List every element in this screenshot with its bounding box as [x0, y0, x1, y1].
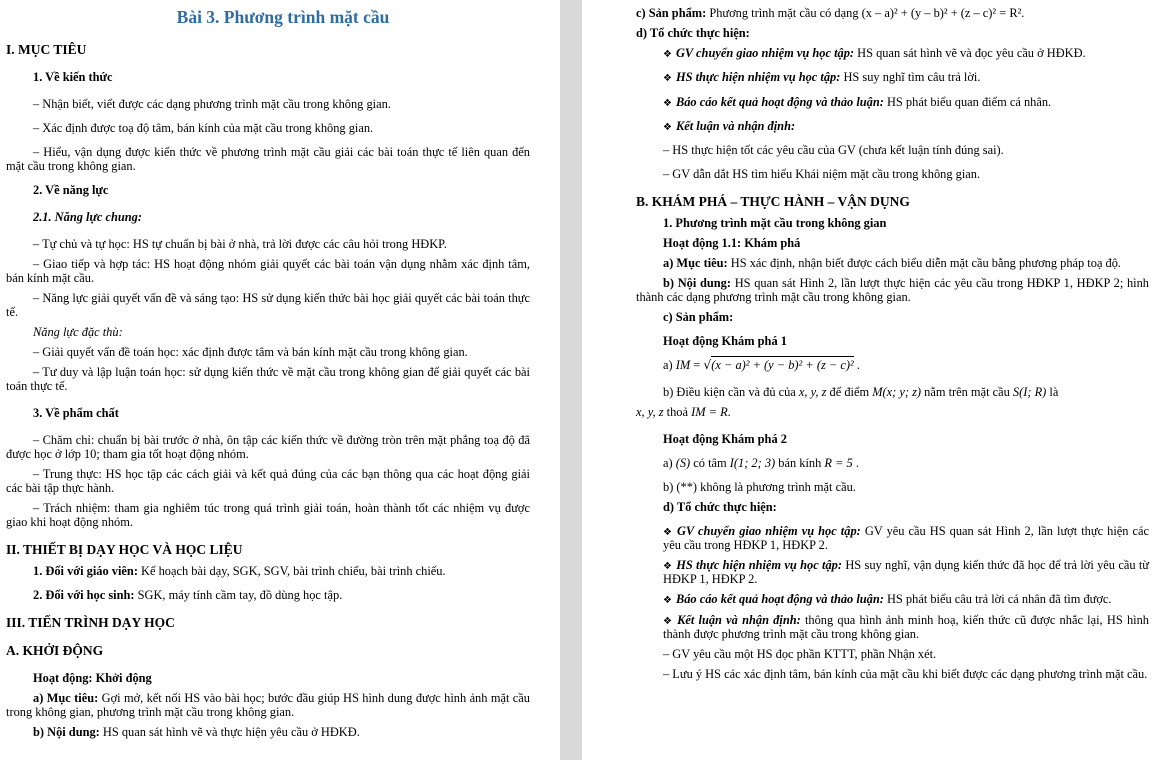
- buoc-2-3-label: Báo cáo kết quả hoạt động và thảo luận:: [675, 592, 884, 607]
- thiet-bi-2: [6, 588, 530, 602]
- heading-hoat-dong-khoi-dong: Hoạt động: Khởi động: [33, 671, 152, 686]
- heading-khoi-dong: A. KHỞI ĐỘNG: [6, 642, 104, 658]
- kp1-b-text-1: b) Điều kiện cần và đủ của: [663, 384, 799, 399]
- to-chuc-1-buoc-4: [636, 119, 1149, 133]
- buoc-4-label: Kết luận và nhận định:: [675, 118, 796, 133]
- kp2-a-prefix: a): [663, 455, 676, 470]
- kp1-b-text-6: thoả: [663, 404, 692, 419]
- diamond-star-icon: ❖: [663, 73, 672, 85]
- kp1-b-text-2: để điểm: [826, 384, 873, 399]
- kham-pha-1-a: [636, 358, 1149, 372]
- heading-kien-thuc: 1. Về kiến thức: [33, 70, 113, 85]
- kp2-a-text-3: có tâm: [690, 455, 730, 470]
- buoc-2-2-text: HS suy nghĩ, vận dụng kiến thức đã học để trả lời yêu cầu từ HĐKP 1, HĐKP 2.: [663, 558, 1150, 587]
- kp1-b-condition: IM = R: [691, 404, 728, 419]
- kp2-a-text-7: .: [852, 455, 859, 470]
- heading-nang-luc-chung: 2.1. Năng lực chung:: [33, 210, 142, 225]
- diamond-star-icon: ❖: [663, 97, 672, 109]
- kien-thuc-1: – Nhận biết, viết được các dạng phương trình mặt cầu trong không gian.: [33, 97, 391, 112]
- kp1-b-text-4: là: [1046, 384, 1059, 399]
- heading-nang-luc-dac-thu: Năng lực đặc thù:: [33, 325, 123, 340]
- buoc-2-4-label: Kết luận và nhận định:: [677, 612, 801, 627]
- sqrt-icon: √: [703, 356, 712, 372]
- diamond-star-icon: ❖: [663, 561, 673, 573]
- heading-to-chuc-1: d) Tổ chức thực hiện:: [636, 26, 750, 41]
- heading-pham-chat: 3. Về phẩm chất: [33, 406, 119, 421]
- kien-thuc-2: – Xác định được toạ độ tâm, bán kính của mặt cầu trong không gian.: [33, 121, 374, 136]
- kham-pha-noi-dung: [636, 276, 1149, 304]
- pham-chat-2: – Trung thực: HS học tập các cách giải và kết quả đúng của các bạn thông qua các hoạt động giải các bài tập thực hành.: [6, 467, 530, 496]
- kp1-a-end: .: [853, 357, 860, 372]
- heading-nang-luc: 2. Về năng lực: [33, 183, 109, 198]
- thiet-bi-1-text: Kế hoạch bài dạy, SGK, SGV, bài trình chiếu, bài trình chiếu.: [137, 563, 446, 578]
- kp1-a-lhs: IM: [675, 357, 691, 372]
- kp1-b-text-3: nằm trên mặt cầu: [921, 384, 1013, 399]
- ket-luan-3: – GV yêu cầu một HS đọc phần KTTT, phần Nhận xét.: [663, 646, 937, 661]
- khoi-dong-noi-dung: [6, 725, 530, 739]
- kp1-b-point-m: M(x; y; z): [872, 384, 922, 399]
- buoc-1-text: HS quan sát hình vẽ và đọc yêu cầu ở HĐKĐ.: [854, 46, 1086, 61]
- diamond-star-icon: ❖: [663, 526, 673, 538]
- to-chuc-2-buoc-3: [636, 592, 1149, 606]
- kham-pha-noi-dung-label: b) Nội dung:: [663, 275, 731, 290]
- kp1-b-sphere-s: S(I; R): [1012, 384, 1047, 399]
- san-pham-khoi-dong: [636, 6, 1149, 20]
- san-pham-text: Phương trình mặt cầu có dạng (x – a)² + (y – b)² + (z – c)² = R².: [706, 6, 1025, 20]
- nang-luc-1: – Tự chủ và tự học: HS tự chuẩn bị bài ở nhà, trả lời được các câu hỏi trong HĐKP.: [33, 237, 447, 252]
- left-page: [0, 0, 560, 760]
- khoi-dong-muc-tieu-label: a) Mục tiêu:: [33, 691, 99, 706]
- heading-kham-pha: B. KHÁM PHÁ – THỰC HÀNH – VẬN DỤNG: [636, 194, 910, 210]
- to-chuc-2-buoc-4: [636, 613, 1149, 641]
- heading-phuong-trinh-mat-cau: 1. Phương trình mặt cầu trong không gian: [663, 215, 887, 230]
- ket-luan-1: – HS thực hiện tốt các yêu cầu của GV (chưa kết luận tính đúng sai).: [663, 143, 1004, 158]
- buoc-2-2-label: HS thực hiện nhiệm vụ học tập:: [676, 558, 842, 573]
- san-pham-label: c) Sản phẩm:: [636, 6, 707, 20]
- kp2-a-text-5: bán kính: [775, 455, 825, 470]
- thiet-bi-2-text: SGK, máy tính cầm tay, đồ dùng học tập.: [134, 587, 343, 602]
- to-chuc-1-buoc-3: [636, 95, 1149, 109]
- heading-hoat-dong-1-1: Hoạt động 1.1: Khám phá: [663, 235, 801, 250]
- kham-pha-muc-tieu-text: HS xác định, nhận biết được cách biểu diễn mặt cầu bằng phương pháp toạ độ.: [727, 255, 1122, 270]
- kp2-a-center: I(1; 2; 3): [729, 455, 776, 470]
- to-chuc-1-buoc-2: [636, 70, 1149, 84]
- heading-kham-pha-1: Hoạt động Khám phá 1: [663, 333, 787, 348]
- kham-pha-1-b-cont: [636, 405, 1149, 419]
- buoc-3-text: HS phát biểu quan điểm cá nhân.: [883, 94, 1052, 109]
- thiet-bi-1-label: 1. Đối với giáo viên:: [33, 563, 138, 578]
- buoc-1-label: GV chuyển giao nhiệm vụ học tập:: [675, 46, 855, 61]
- nang-luc-2: – Giao tiếp và hợp tác: HS hoạt động nhóm giải quyết các bài toán vận dụng nhằm xác định tâm, bán kính mặt cầu.: [6, 257, 530, 286]
- to-chuc-1-buoc-1: [636, 46, 1149, 60]
- buoc-2-3-text: HS phát biểu câu trả lời cá nhân đã tìm được.: [883, 592, 1112, 607]
- kham-pha-2-a: [636, 456, 1149, 470]
- right-page: [582, 0, 1153, 760]
- khoi-dong-muc-tieu-text: Gợi mở, kết nối HS vào bài học; bước đầu giúp HS hình dung được hình ảnh mặt cầu trong không gian, phương trình mặt cầu trong không gian.: [6, 691, 530, 720]
- thiet-bi-2-label: 2. Đối với học sinh:: [33, 587, 135, 602]
- pham-chat-1: – Chăm chỉ: chuẩn bị bài trước ở nhà, ôn tập các kiến thức về đường tròn trên mặt phẳng toạ độ đã được học ở lớp 10; tham gia tốt hoạt động nhóm.: [6, 433, 530, 462]
- kp1-a-radicand: (x − a)² + (y − b)² + (z − c)²: [711, 357, 854, 372]
- kham-pha-noi-dung-text: HS quan sát Hình 2, lần lượt thực hiện các yêu cầu trong HĐKP 1, HĐKP 2; hình thành các dạng phương trình mặt cầu trong không gian.: [636, 275, 1150, 304]
- kp1-b-text-8: .: [727, 404, 731, 419]
- nang-luc-5: – Tư duy và lập luận toán học: sử dụng kiến thức về mặt cầu trong không gian để giải quyết các bài toán thực tế.: [6, 365, 530, 394]
- kp1-b-xyz-2: x, y, z: [636, 404, 664, 419]
- diamond-star-icon: ❖: [663, 595, 672, 607]
- heading-to-chuc-2: d) Tổ chức thực hiện:: [663, 499, 777, 514]
- kp1-a-prefix: a): [663, 357, 676, 372]
- kham-pha-muc-tieu: [636, 256, 1149, 270]
- heading-kham-pha-2: Hoạt động Khám phá 2: [663, 431, 787, 446]
- lesson-title: Bài 3. Phương trình mặt cầu: [176, 7, 390, 27]
- nang-luc-3: – Năng lực giải quyết vấn đề và sáng tạo: HS sử dụng kiến thức bài học giải quyết các bài toán thực tế.: [6, 291, 530, 320]
- buoc-2-label: HS thực hiện nhiệm vụ học tập:: [675, 70, 841, 85]
- kp1-b-xyz: x, y, z: [798, 384, 827, 399]
- kham-pha-1-b: [636, 385, 1149, 399]
- khoi-dong-noi-dung-text: HS quan sát hình vẽ và thực hiện yêu cầu ở HĐKĐ.: [99, 725, 360, 740]
- buoc-2-1-label: GV chuyển giao nhiệm vụ học tập:: [676, 523, 861, 538]
- buoc-2-1-text: GV yêu cầu HS quan sát Hình 2, lần lượt thực hiện các yêu cầu trong HĐKP 1, HĐKP 2.: [663, 523, 1150, 553]
- kham-pha-muc-tieu-label: a) Mục tiêu:: [663, 255, 728, 270]
- thiet-bi-1: [6, 564, 530, 578]
- pham-chat-3: – Trách nhiệm: tham gia nghiêm túc trong quá trình giải toán, hoàn thành tốt các nhiệm vụ được giao khi hoạt động nhóm.: [6, 501, 530, 530]
- ket-luan-4: – Lưu ý HS các xác định tâm, bán kính của mặt cầu khi biết được các dạng phương trình mặt cầu.: [663, 666, 1148, 681]
- heading-tien-trinh: III. TIẾN TRÌNH DẠY HỌC: [6, 614, 175, 630]
- buoc-2-text: HS suy nghĩ tìm câu trả lời.: [840, 70, 981, 85]
- diamond-star-icon: ❖: [663, 49, 672, 61]
- buoc-2-4-text: thông qua hình ảnh minh hoạ, kiến thức cũ được nhắc lại, HS hình thành được phương trình mặt cầu trong không gian.: [663, 612, 1149, 641]
- kp1-a-eq: =: [690, 357, 704, 372]
- khoi-dong-muc-tieu: [6, 691, 530, 719]
- nang-luc-4: – Giải quyết vấn đề toán học: xác định được tâm và bán kính mặt cầu trong không gian.: [33, 345, 468, 360]
- to-chuc-2-buoc-1: [636, 524, 1149, 552]
- kp2-a-radius: R = 5: [824, 455, 853, 470]
- to-chuc-2-buoc-2: [636, 558, 1149, 586]
- khoi-dong-noi-dung-label: b) Nội dung:: [33, 725, 100, 740]
- kham-pha-2-b: b) (**) không là phương trình mặt cầu.: [663, 479, 856, 494]
- page-gutter: [560, 0, 582, 760]
- diamond-star-icon: ❖: [663, 615, 674, 627]
- ket-luan-2: – GV dẫn dắt HS tìm hiểu Khái niệm mặt cầu trong không gian.: [663, 167, 981, 182]
- diamond-star-icon: ❖: [663, 121, 672, 133]
- kp2-a-sphere: (S): [675, 455, 691, 470]
- buoc-3-label: Báo cáo kết quả hoạt động và thảo luận:: [675, 94, 884, 109]
- heading-muc-tieu: I. MỤC TIÊU: [6, 41, 87, 57]
- kham-pha-san-pham-label: c) Sản phẩm:: [663, 309, 734, 324]
- heading-thiet-bi: II. THIẾT BỊ DẠY HỌC VÀ HỌC LIỆU: [6, 542, 243, 558]
- kien-thuc-3: – Hiểu, vận dụng được kiến thức về phương trình mặt cầu giải các bài toán thực tế liên quan đến mặt cầu trong không gian.: [6, 145, 530, 174]
